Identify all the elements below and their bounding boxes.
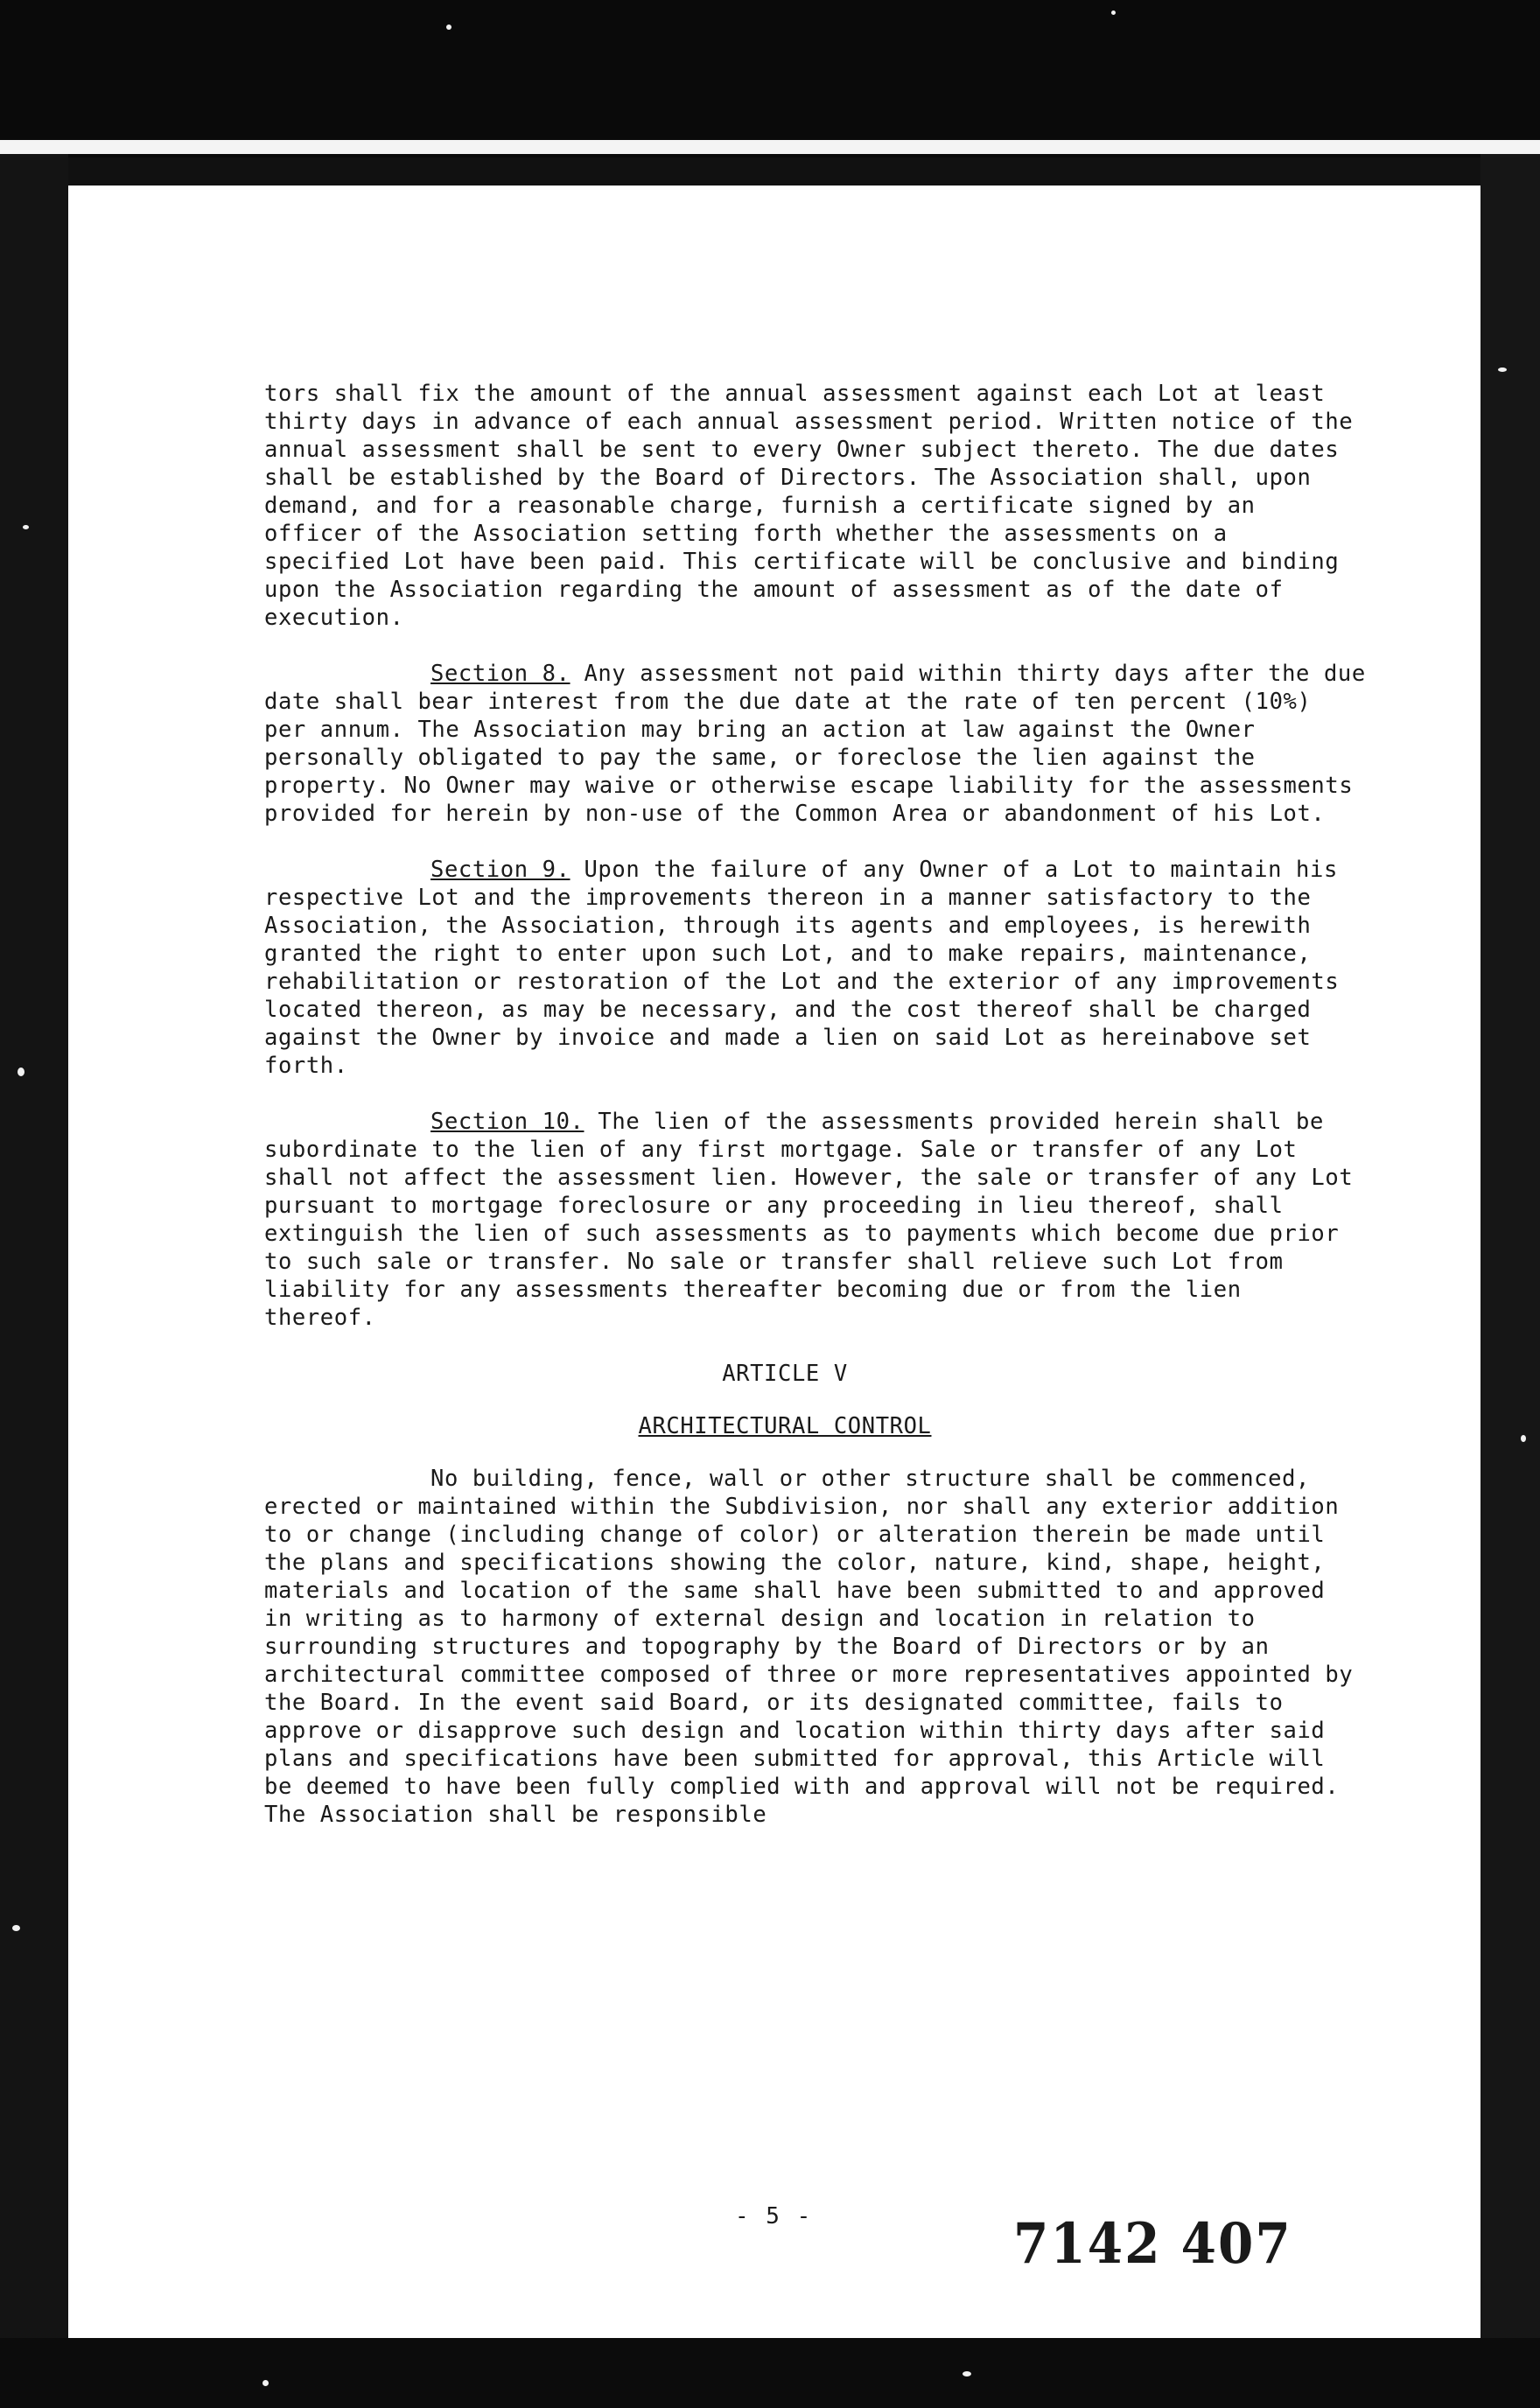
scan-noise-speck bbox=[1111, 10, 1116, 15]
scan-noise-speck bbox=[23, 525, 29, 529]
recording-stamp: 7142 407 bbox=[1013, 2210, 1292, 2277]
section-10-label: Section 10. bbox=[430, 1109, 584, 1135]
paragraph-section-8 bbox=[264, 660, 1367, 828]
scan-top-border bbox=[0, 0, 1540, 158]
scan-bottom-border bbox=[0, 2338, 1540, 2408]
scan-right-border bbox=[1480, 154, 1540, 2342]
page-number: - 5 - bbox=[735, 2203, 813, 2230]
paragraph-section-9 bbox=[264, 856, 1367, 1080]
scan-noise-speck bbox=[262, 2380, 269, 2386]
paragraph-section-10 bbox=[264, 1108, 1367, 1332]
section-9-label: Section 9. bbox=[430, 857, 570, 883]
scan-noise-speck bbox=[446, 24, 452, 30]
document-page bbox=[68, 186, 1480, 2338]
scan-left-border bbox=[0, 154, 68, 2342]
scan-noise-speck bbox=[18, 1068, 24, 1076]
scan-noise-speck bbox=[1498, 368, 1507, 372]
scan-noise-speck bbox=[962, 2371, 971, 2376]
paragraph-architectural-control: No building, fence, wall or other structure shall be commenced, erected or maintained within the Subdivision, nor shall any exterior addition to or change (including change of color) or alteration therein be made until the plans and specifications showing the color, nature, kind, shape, height, materials and location of the same shall have been submitted to and approved in writing as to harmony of external design and location in relation to surrounding structures and topography by the Board of Directors or by an architectural committee composed of three or more representatives appointed by the Board. In the event said Board, or its designated committee, fails to approve or disapprove such design and location within thirty days after said plans and specifications have been submitted for approval, this Article will be deemed to have been fully complied with and approval will not be required. The Association shall be responsible bbox=[264, 1466, 1354, 1828]
scan-noise-speck bbox=[12, 1925, 20, 1931]
section-10-text: The lien of the assessments provided herein shall be subordinate to the lien of any first mortgage. Sale or transfer of any Lot shall not affect the assessment lien. However, the sale or transfer of any Lot pursuant to mortgage foreclosure or any proceeding in lieu thereof, shall extinguish the lien of such assessments as to payments which become due prior to such sale or transfer. No sale or transfer shall relieve such Lot from liability for any assessments thereafter becoming due or from the lien thereof. bbox=[264, 1109, 1354, 1331]
section-8-label: Section 8. bbox=[430, 661, 570, 687]
paragraph-assessment-notice: tors shall fix the amount of the annual assessment against each Lot at least thirty days in advance of each annual assessment period. Written notice of the annual assessment shall be sent to every Owner subject thereto. The due dates shall be established by the Board of Directors. The Association shall, upon demand, and for a reasonable charge, furnish a certificate signed by an officer of the Association setting forth whether the assessments on a specified Lot have been paid. This certificate will be conclusive and binding upon the Association regarding the amount of assessment as of the date of execution. bbox=[264, 381, 1354, 631]
section-9-text: Upon the failure of any Owner of a Lot to maintain his respective Lot and the improvements thereon in a manner satisfactory to the Association, the Association, through its agents and employees, is herewith granted the right to enter upon such Lot, and to make repairs, maintenance, rehabilitation or restoration of the Lot and the exterior of any improvements located thereon, as may be necessary, and the cost thereof shall be charged against the Owner by invoice and made a lien on said Lot as hereinabove set forth. bbox=[264, 857, 1340, 1079]
article-heading: ARTICLE V bbox=[722, 1361, 848, 1387]
section-8-text: Any assessment not paid within thirty days after the due date shall bear interest from the due date at the rate of ten percent (10%) per annum. The Association may bring an action at law against the Owner personally obligated to pay the same, or foreclose the lien against the property. No Owner may waive or otherwise escape liability for the assessments provided for herein by non-use of the Common Area or abandonment of his Lot. bbox=[264, 661, 1366, 827]
article-title-text: ARCHITECTURAL CONTROL bbox=[638, 1413, 932, 1439]
article-title bbox=[264, 1412, 1367, 1440]
scan-noise-speck bbox=[1521, 1435, 1526, 1442]
document-body bbox=[264, 380, 1367, 1857]
scan-top-edge-line bbox=[0, 140, 1540, 154]
